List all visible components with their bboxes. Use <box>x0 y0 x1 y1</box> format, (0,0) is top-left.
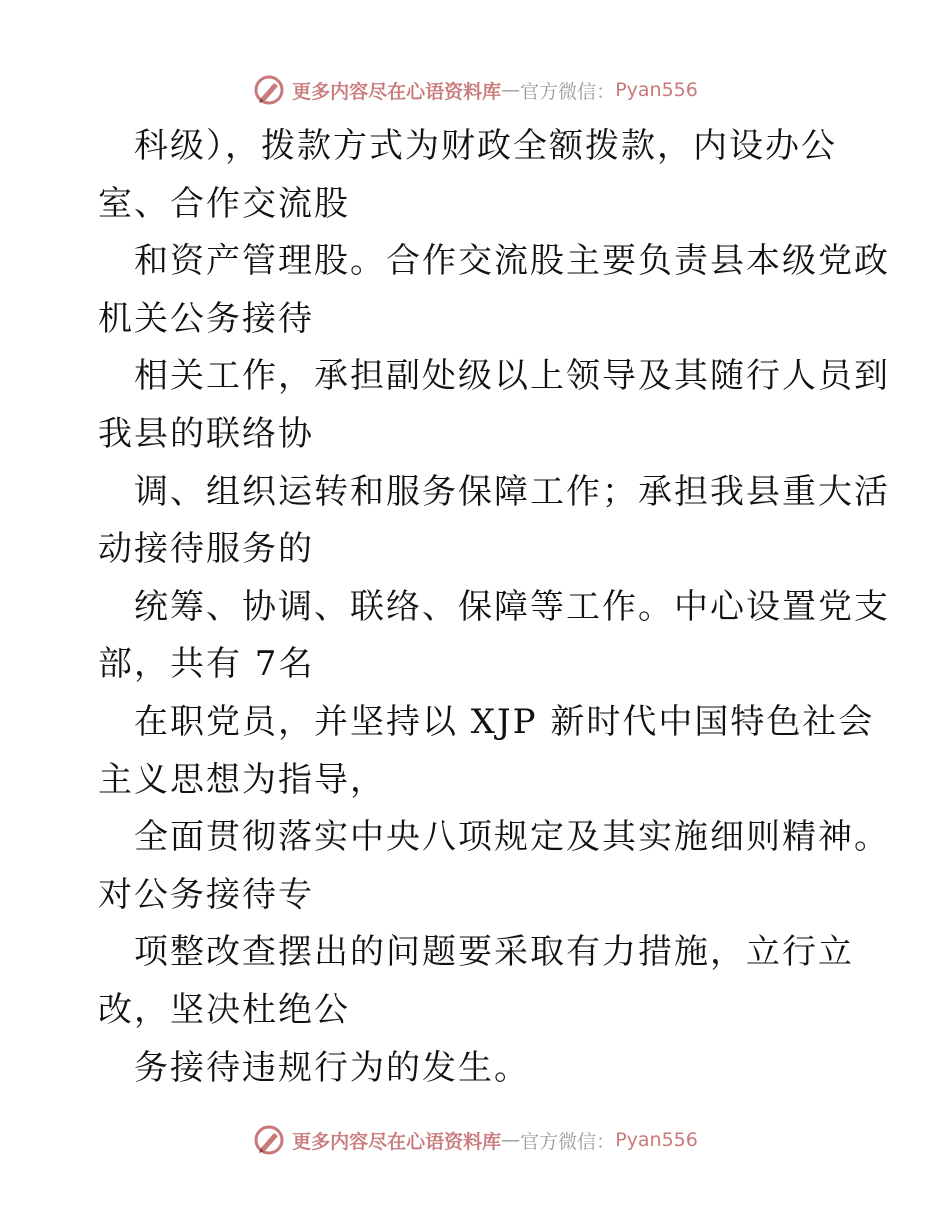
watermark-contact-label: 官方微信： <box>520 1130 616 1153</box>
text-line: 项整改查摆出的问题要采取有力措施，立行立 <box>134 932 854 973</box>
header-watermark <box>0 72 950 108</box>
watermark-contact-id: Pyan556 <box>615 79 698 101</box>
text-line: 和资产管理股。合作交流股主要负责县本级党政 <box>134 241 890 282</box>
text-line: 相关工作，承担副处级以上领导及其随行人员到 <box>134 356 890 397</box>
text-line: 对公务接待专 <box>98 874 314 915</box>
text-line: 科级），拨款方式为财政全额拨款，内设办公 <box>134 126 837 166</box>
watermark-contact-id: Pyan556 <box>615 1129 698 1151</box>
text-line: 全面贯彻落实中央八项规定及其实施细则精神。 <box>134 817 890 858</box>
watermark-separator: — <box>501 79 521 101</box>
text-line: 调、组织运转和服务保障工作；承担我县重大活 <box>134 471 890 512</box>
watermark-text <box>292 1127 698 1154</box>
text-line: 主义思想为指导， <box>98 759 386 800</box>
text-line: 部，共有 7名 <box>98 644 315 685</box>
text-line: 机关公务接待 <box>98 298 314 339</box>
watermark-contact-label: 官方微信： <box>520 80 616 103</box>
pen-logo-icon <box>252 73 286 107</box>
text-line: 我县的联络协 <box>98 413 314 454</box>
text-line: 在职党员，并坚持以 XJP 新时代中国特色社会 <box>134 701 875 742</box>
text-line: 务接待违规行为的发生。 <box>134 1047 530 1088</box>
watermark-text <box>292 77 698 104</box>
watermark-main: 更多内容尽在心语资料库 <box>292 1130 502 1153</box>
watermark-separator: — <box>501 1129 521 1151</box>
text-line: 改，坚决杜绝公 <box>98 989 350 1030</box>
document-body <box>98 118 888 1097</box>
footer-watermark <box>0 1122 950 1158</box>
text-line: 统筹、协调、联络、保障等工作。中心设置党支 <box>134 586 890 627</box>
pen-logo-icon <box>252 1123 286 1157</box>
text-line: 室、合作交流股 <box>98 183 350 224</box>
text-line: 动接待服务的 <box>98 529 314 570</box>
watermark-main: 更多内容尽在心语资料库 <box>292 80 502 103</box>
